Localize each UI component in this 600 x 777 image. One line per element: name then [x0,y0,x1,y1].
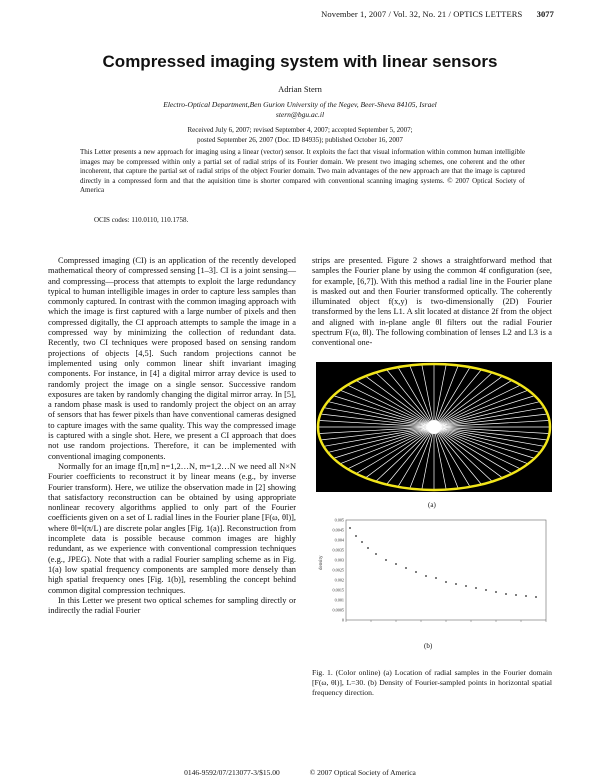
plot-frame [346,520,546,620]
y-tick-label: 0.0005 [332,607,344,613]
y-tick-label: 0.002 [334,577,344,583]
article-title: Compressed imaging system with linear sensors [102,52,498,71]
data-point [425,575,427,577]
data-point [375,553,377,555]
left-column [48,256,296,616]
y-tick-label: 0.0045 [332,527,344,533]
data-point [395,563,397,565]
y-axis-label: density [319,555,324,570]
data-point [349,527,351,529]
y-tick-label: 0.004 [334,537,344,543]
figure-1a-radial-samples [316,362,552,492]
dates-line-1: Received July 6, 2007; revised September 4, 2007; accepted September 5, 2007; [187,126,413,134]
y-tick-labels [332,518,344,623]
data-point [495,591,497,593]
y-tick-label: 0.003 [334,557,344,563]
author-email[interactable]: stern@bgu.ac.il [275,110,325,119]
data-point [405,567,407,569]
running-header-text: November 1, 2007 / Vol. 32, No. 21 / OPTICS LETTERS [321,9,523,19]
data-point [505,593,507,595]
data-point [475,587,477,589]
data-point [435,577,437,579]
affiliation [0,100,600,120]
footer-code: 0146-9592/07/213077-3/$15.00 [184,768,280,777]
y-tick-label: 0 [341,617,344,623]
data-points [349,527,537,598]
data-point [485,589,487,591]
paragraph-method: strips are presented. Figure 2 shows a straightforward method that samples the Fourier plane by using the common 4f configuration (see, for example, [6,7]). With this method a radial line in the Fourier plane is masked out and then Fourier transformed optically. The coherently illuminated object f(x,y) is two-dimensionally (2D) Fourier transformed by the lens L1. A slit located at distance 2f from the object and aligned with in-plane angle θl filters out the radial Fourier spectrum F(ω, θl). The following combination of lenses L2 and L3 is a conventional one- [312,256,552,348]
figure-1b-density-plot [316,516,552,636]
y-tick-label: 0.005 [334,517,344,523]
right-column [312,256,552,349]
data-point [465,585,467,587]
affiliation-address: Electro-Optical Department,Ben Gurion University of the Negev, Beer-Sheva 84105, Israel [163,100,437,109]
data-point [515,594,517,596]
dates-line-2: posted September 26, 2007 (Doc. ID 84935); published October 16, 2007 [197,135,403,144]
ocis-codes: OCIS codes: 110.0110, 110.1758. [94,216,189,224]
y-tick-label: 0.001 [334,597,344,603]
paragraph-intro: Compressed imaging (CI) is an application of the recently developed mathematical theory of compressed sensing [1–3]. CI is a joint sensing—and compressing—process that attempts to exploit the large redundancy typical to human intelligible images in order to capture less samples than commonly captured. In contrast with the common imaging approach with which the image is first captured with a large number of pixels and then compressed digitally, the CI approach attempts to sample the image in a compressed way by minimizing the collection of redundant data. Recently, two CI techniques were proposed based on sensing random projections of objects [4,5]. Such random projections cannot be implemented using only common linear shift invariant imaging components. For instance, in [4] a digital mirror array device is used to randomly project the image on a single sensor. Successive random exposures are taken by randomly changing the digital mirror array. In [5], a random phase mask is used to randomly project the object on an array of sensors that has fewer pixels than have conventional cameras designed to capture images with the same quality. This way the compressed image is captured with a single shot. Here, we present a CI approach that does not use random projections. Therefore, it can be implemented with conventional imaging components. [48,256,296,461]
data-point [385,559,387,561]
paragraph-schemes: In this Letter we present two optical schemes for sampling directly or indirectly the radial Fourier [48,595,296,616]
data-point [367,547,369,549]
data-point [355,535,357,537]
y-tick-label: 0.0015 [332,587,344,593]
figure-label-a: (a) [428,501,436,509]
figure-caption: Fig. 1. (Color online) (a) Location of radial samples in the Fourier domain [F(ω, θl)], L=30. (b) Density of Fourier-sampled points in horizontal spatial frequency direction. [312,668,552,697]
footer-copyright: © 2007 Optical Society of America [309,768,416,777]
data-point [361,541,363,543]
paragraph-fourier: Normally for an image f[n,m] n=1,2…N, m=1,2…N we need all N×N Fourier coefficients to reconstruct it by linear means (e.g., by inverse Fourier transform). Here, we utilize the observation made in [2] showing that satisfactory reconstruction can be obtained by using appropriate nonlinear recovery algorithms applied to only part of the Fourier coefficients given on a set of L radial lines in the Fourier plane [F(ω, θl)], where θl=l(π/L) are discrete polar angles [Fig. 1(a)]. Reconstruction from incomplete data is possible because common images are highly redundant, as we experience with conventional compression techniques (e.g., JPEG). Note that with a radial Fourier sampling scheme as in Fig. 1(a) low spatial frequency components are sampled more densely than high spatial frequency ones [Fig. 1(b)], resembling the concept behind common digital compression techniques. [48,461,296,595]
data-point [445,581,447,583]
data-point [455,583,457,585]
data-point [535,596,537,598]
data-point [525,595,527,597]
center-dc [427,420,441,434]
y-tick-label: 0.0035 [332,547,344,553]
author: Adrian Stern [278,84,322,94]
page-number: 3077 [536,9,554,19]
figure-label-b: (b) [424,642,433,650]
abstract: This Letter presents a new approach for imaging using a linear (vector) sensor. It exploits the fact that visual information within common human intelligible images may be compressed within only a partial set of radial strips of its Fourier domain. We present two imaging schemes, one coherent and the other incoherent, that capture the partial set of radial strips of the object Fourier domain. Two main advantages of the new approach are that the image is captured directly in a compressed form and that the aquisition time is shorter compared with conventional scanning imaging systems. © 2007 Optical Society of America [80,148,525,195]
running-header [321,9,554,19]
data-point [415,571,417,573]
y-tick-label: 0.0025 [332,567,344,573]
publication-dates [0,126,600,145]
